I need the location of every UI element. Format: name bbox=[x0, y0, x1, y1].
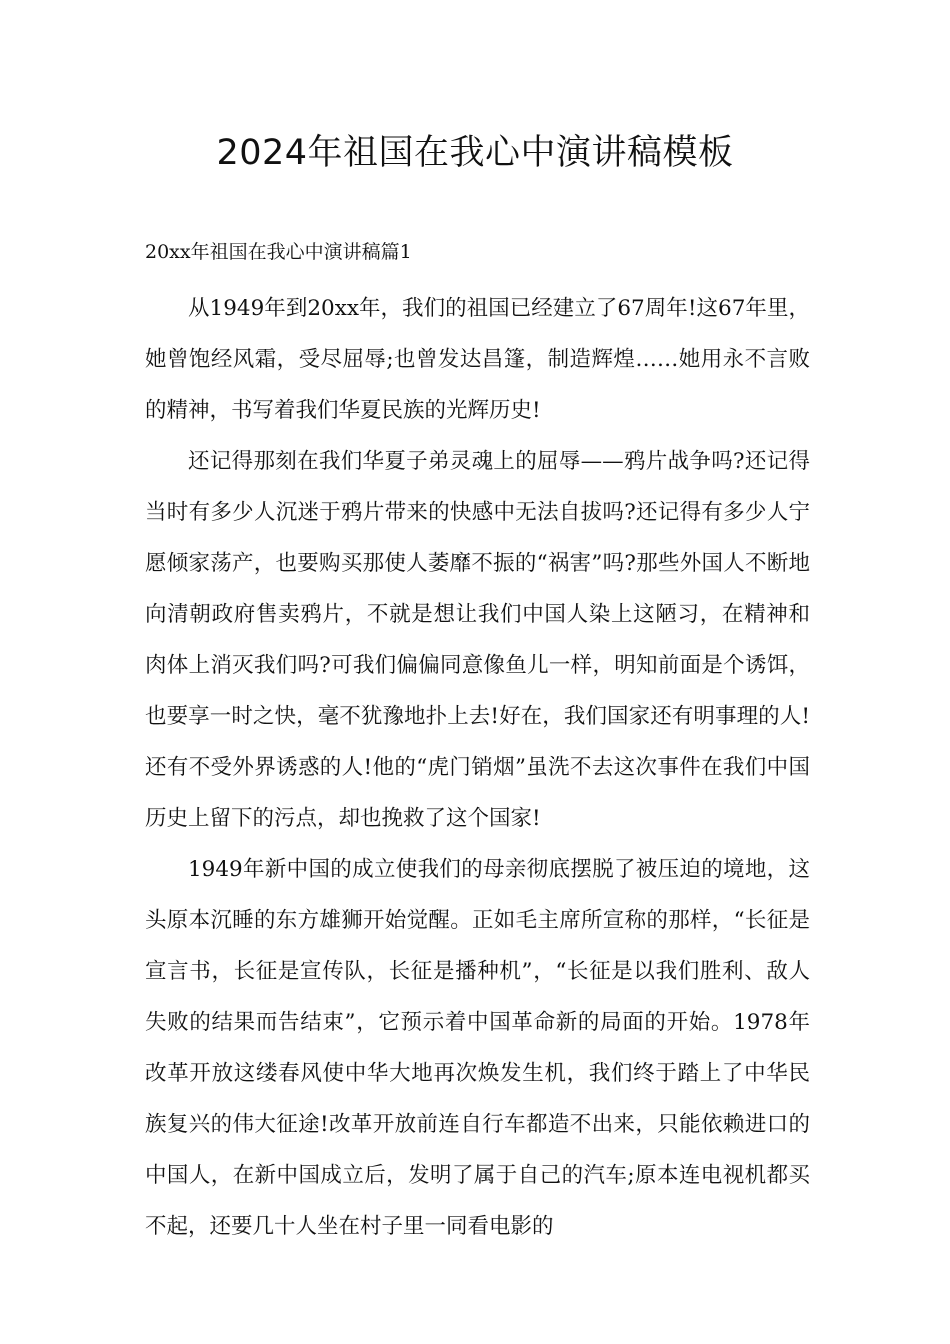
paragraph: 还记得那刻在我们华夏子弟灵魂上的屈辱——鸦片战争吗?还记得当时有多少人沉迷于鸦片带来的快感中无法自拔吗?还记得有多少人宁愿倾家荡产，也要购买那使人萎靡不振的“祸害”吗?那些外国人不断地向清朝政府售卖鸦片，不就是想让我们中国人染上这陋习，在精神和肉体上消灭我们吗?可我们偏偏同意像鱼儿一样，明知前面是个诱饵，也要享一时之快，毫不犹豫地扑上去!好在，我们国家还有明事理的人!还有不受外界诱惑的人!他的“虎门销烟”虽洗不去这次事件在我们中国历史上留下的污点，却也挽救了这个国家! bbox=[145, 449, 810, 831]
paragraph: 1949年新中国的成立使我们的母亲彻底摆脱了被压迫的境地，这头原本沉睡的东方雄狮开始觉醒。正如毛主席所宣称的那样，“长征是宣言书，长征是宣传队，长征是播种机”，“长征是以我们胜利、敌人失败的结果而告结束”，它预示着中国革命新的局面的开始。1978年改革开放这缕春风使中华大地再次焕发生机，我们终于踏上了中华民族复兴的伟大征途!改革开放前连自行车都造不出来，只能依赖进口的中国人，在新中国成立后，发明了属于自己的汽车;原本连电视机都买不起，还要几十人坐在村子里一同看电影的 bbox=[145, 857, 810, 1239]
paragraph: 从1949年到20xx年，我们的祖国已经建立了67周年!这67年里，她曾饱经风霜，受尽屈辱;也曾发达昌篷，制造辉煌……她用永不言败的精神，书写着我们华夏民族的光辉历史! bbox=[145, 296, 810, 423]
document-body bbox=[145, 233, 810, 1252]
document-title: 2024年祖国在我心中演讲稿模板 bbox=[216, 133, 734, 173]
section-heading: 20xx年祖国在我心中演讲稿篇1 bbox=[145, 241, 412, 263]
